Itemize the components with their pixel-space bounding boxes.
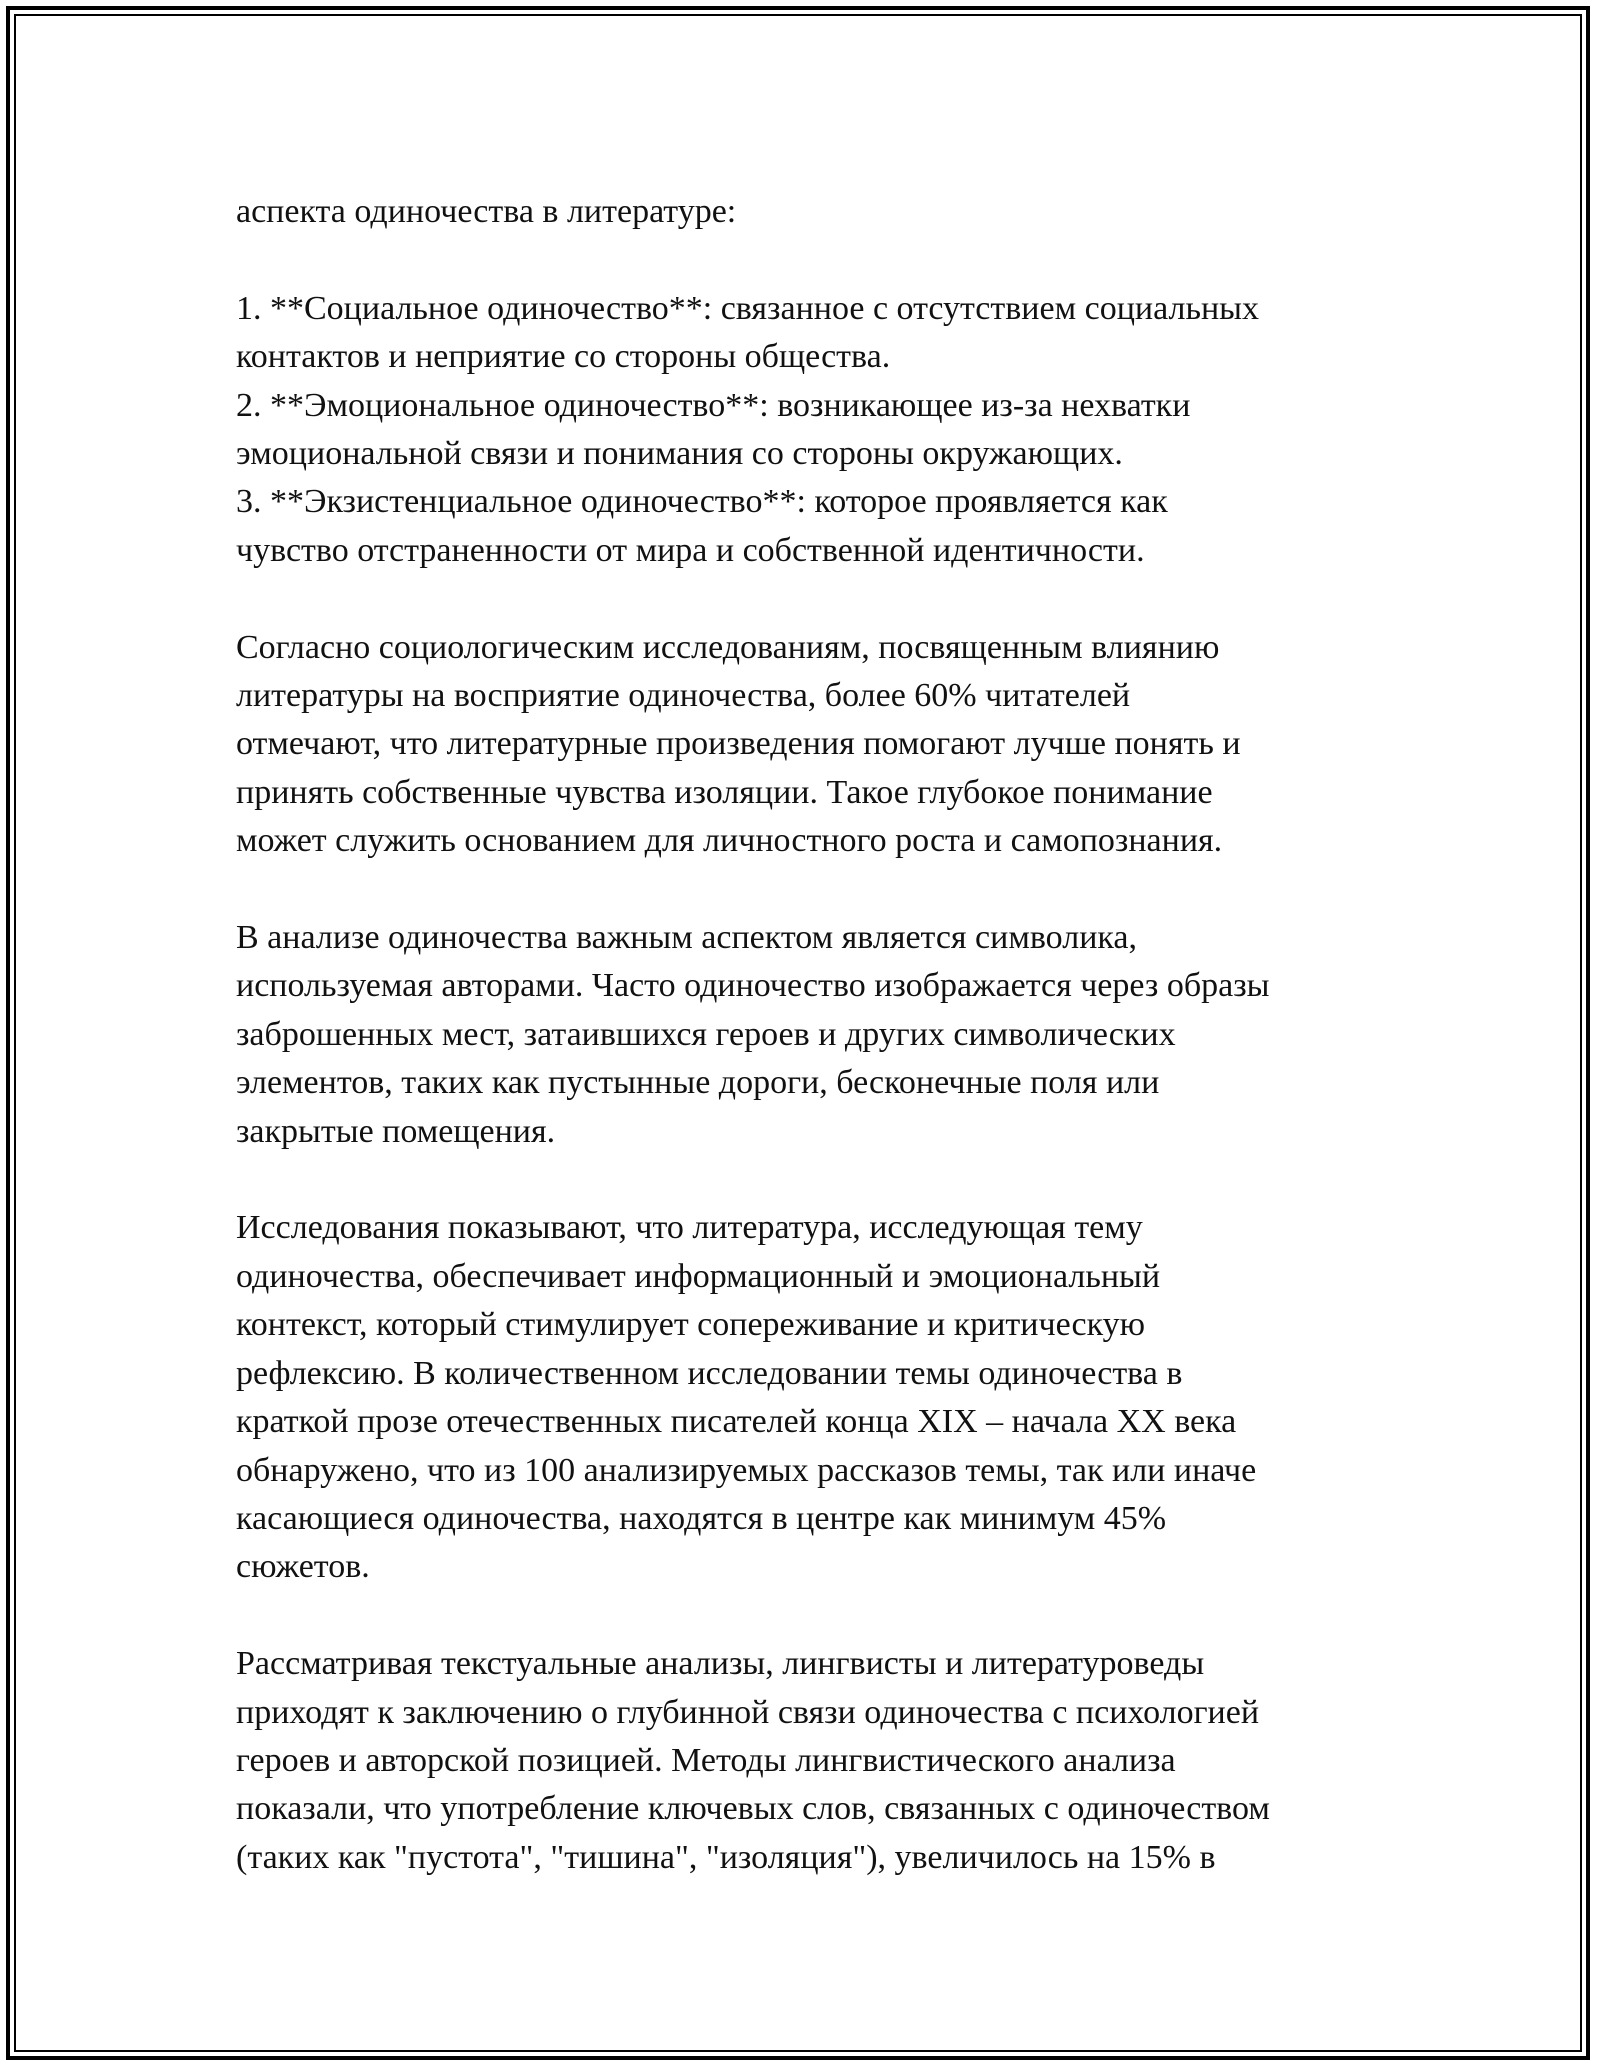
paragraph-symbolism: В анализе одиночества важным аспектом является символика, используемая авторами. Часто одиночество изображается через образы заброшенных мест, затаившихся героев и других символических элементов, таких как пустынные дороги, бесконечные поля или закрытые помещения.: [236, 919, 1270, 1150]
document-body: [236, 188, 1376, 1931]
paragraph-linguistics: Рассматривая текстуальные анализы, лингвисты и литературоведы приходят к заключению о глубинной связи одиночества с психологией героев и авторской позицией. Методы лингвистического анализа показали, что употребление ключевых слов, связанных с одиночеством (таких как "пустота", "тишина", "изоляция"), увеличилось на 15% в: [236, 1645, 1270, 1876]
list-item-existential: 3. **Экзистенциальное одиночество**: которое проявляется как чувство отстраненности от мира и собственной идентичности.: [236, 483, 1168, 569]
loneliness-types-list: [236, 285, 1376, 575]
paragraph-research: Исследования показывают, что литература, исследующая тему одиночества, обеспечивает информационный и эмоциональный контекст, который стимулирует сопереживание и критическую рефлексию. В количественном исследовании темы одиночества в краткой прозе отечественных писателей конца XIX – начала XX века обнаружено, что из 100 анализируемых рассказов темы, так или иначе касающиеся одиночества, находятся в центре как минимум 45% сюжетов.: [236, 1209, 1257, 1586]
paragraph-sociology: Согласно социологическим исследованиям, посвященным влиянию литературы на восприятие одиночества, более 60% читателей отмечают, что литературные произведения помогают лучше понять и принять собственные чувства изоляции. Такое глубокое понимание может служить основанием для личностного роста и самопознания.: [236, 628, 1241, 860]
list-item-emotional: 2. **Эмоциональное одиночество**: возникающее из-за нехватки эмоциональной связи и понимания со стороны окружающих.: [236, 386, 1191, 473]
list-item-social: 1. **Социальное одиночество**: связанное с отсутствием социальных контактов и неприятие со стороны общества.: [236, 289, 1259, 376]
intro-line: аспекта одиночества в литературе:: [236, 193, 737, 230]
